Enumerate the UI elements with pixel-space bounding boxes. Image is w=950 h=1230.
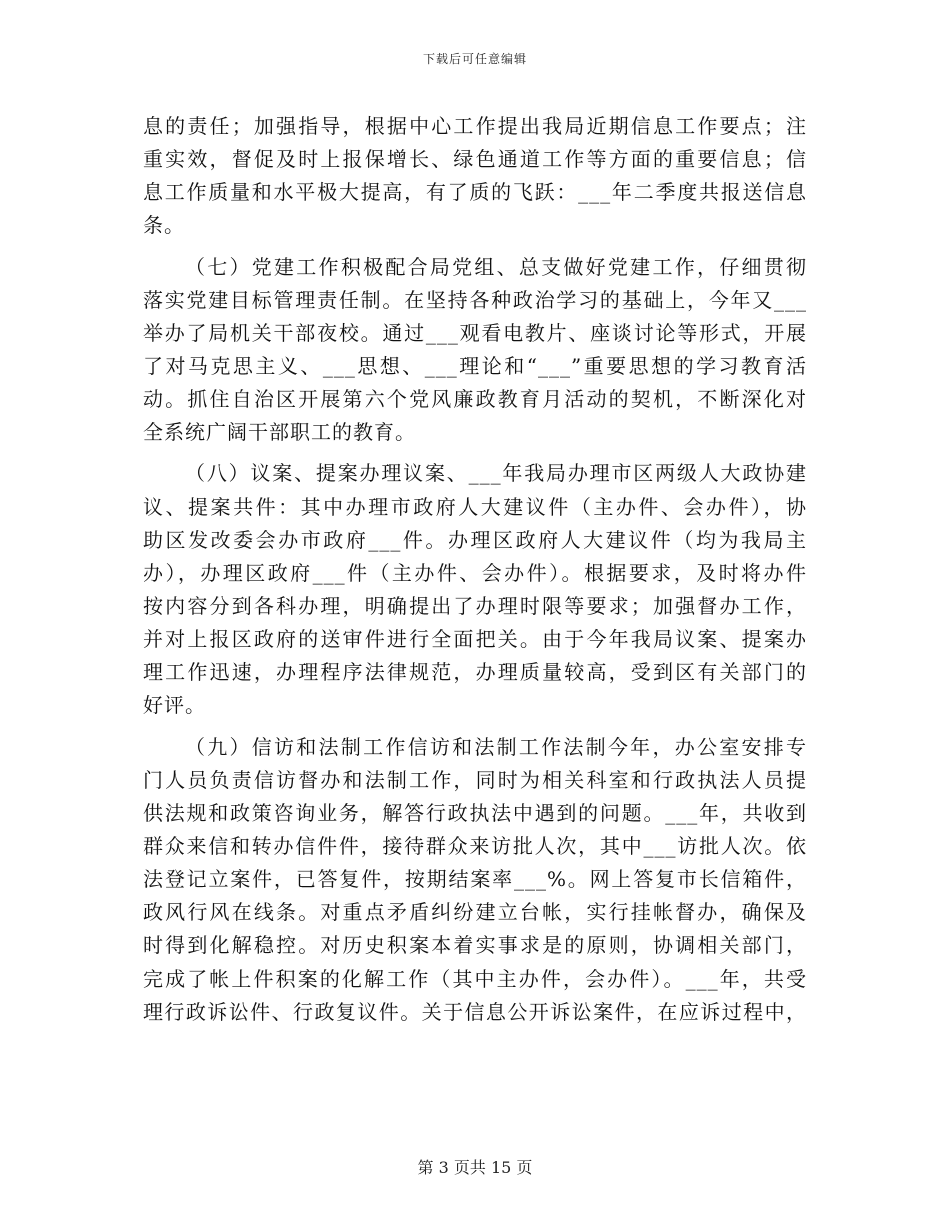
text-line: 全系统广阔干部职工的教育。 — [143, 420, 416, 445]
text-line: 助区发改委会办市政府___件。办理区政府人大建议件（均为我局主 — [143, 527, 807, 552]
text-line: 理行政诉讼件、行政复议件。关于信息公开诉讼案件，在应诉过程中， — [143, 999, 807, 1024]
text-line: 息工作质量和水平极大提高，有了质的飞跃：___年二季度共报送信息 — [143, 180, 807, 205]
text-line: 理工作迅速，办理程序法律规范，办理质量较高，受到区有关部门的 — [143, 660, 807, 685]
text-line: 动。抓住自治区开展第六个党风廉政教育月活动的契机，不断深化对 — [143, 387, 807, 412]
text-line: （九）信访和法制工作信访和法制工作法制今年，办公室安排专 — [185, 734, 807, 759]
text-line: 门人员负责信访督办和法制工作，同时为相关科室和行政执法人员提 — [143, 767, 807, 792]
text-line: 举办了局机关干部夜校。通过___观看电教片、座谈讨论等形式，开展 — [143, 320, 807, 345]
text-line: （七）党建工作积极配合局党组、总支做好党建工作，仔细贯彻 — [185, 254, 807, 279]
text-line: 群众来信和转办信件件，接待群众来访批人次，其中___访批人次。依 — [143, 833, 807, 858]
paragraph-party-building — [143, 251, 807, 450]
text-line: （八）议案、提案办理议案、___年我局办理市区两级人大政协建 — [185, 461, 807, 486]
paragraph-info-work — [143, 110, 807, 243]
text-line: 议、提案共件：其中办理市政府人大建议件（主办件、会办件），协 — [143, 494, 807, 519]
page-number: 第 3 页共 15 页 — [417, 1158, 533, 1177]
text-line: 重实效，督促及时上报保增长、绿色通道工作等方面的重要信息；信 — [143, 147, 807, 172]
text-line: 政风行风在线条。对重点矛盾纠纷建立台帐，实行挂帐督办，确保及 — [143, 900, 807, 925]
document-body — [143, 110, 807, 1029]
text-line: 息的责任；加强指导，根据中心工作提出我局近期信息工作要点；注 — [143, 114, 807, 138]
text-line: 了对马克思主义、___思想、___理论和“___”重要思想的学习教育活 — [143, 353, 807, 378]
text-line: 法登记立案件，已答复件，按期结案率___%。网上答复市长信箱件， — [143, 867, 807, 892]
text-line: 完成了帐上件积案的化解工作（其中主办件，会办件）。___年，共受 — [143, 966, 807, 991]
text-line: 并对上报区政府的送审件进行全面把关。由于今年我局议案、提案办 — [143, 627, 807, 652]
text-line: 供法规和政策咨询业务，解答行政执法中遇到的问题。___年，共收到 — [143, 800, 807, 825]
text-line: 时得到化解稳控。对历史积案本着实事求是的原则，协调相关部门， — [143, 933, 807, 958]
text-line: 落实党建目标管理责任制。在坚持各种政治学习的基础上，今年又___ — [143, 287, 807, 312]
paragraph-petition-legal — [143, 731, 807, 1029]
text-line: 好评。 — [143, 693, 206, 718]
text-line: 办），办理区政府___件（主办件、会办件）。根据要求，及时将办件 — [143, 560, 807, 585]
page-header-note: 下载后可任意编辑 — [422, 52, 527, 66]
text-line: 按内容分到各科办理，明确提出了办理时限等要求；加强督办工作， — [143, 593, 807, 618]
paragraph-proposals — [143, 457, 807, 722]
text-line: 条。 — [143, 213, 185, 238]
